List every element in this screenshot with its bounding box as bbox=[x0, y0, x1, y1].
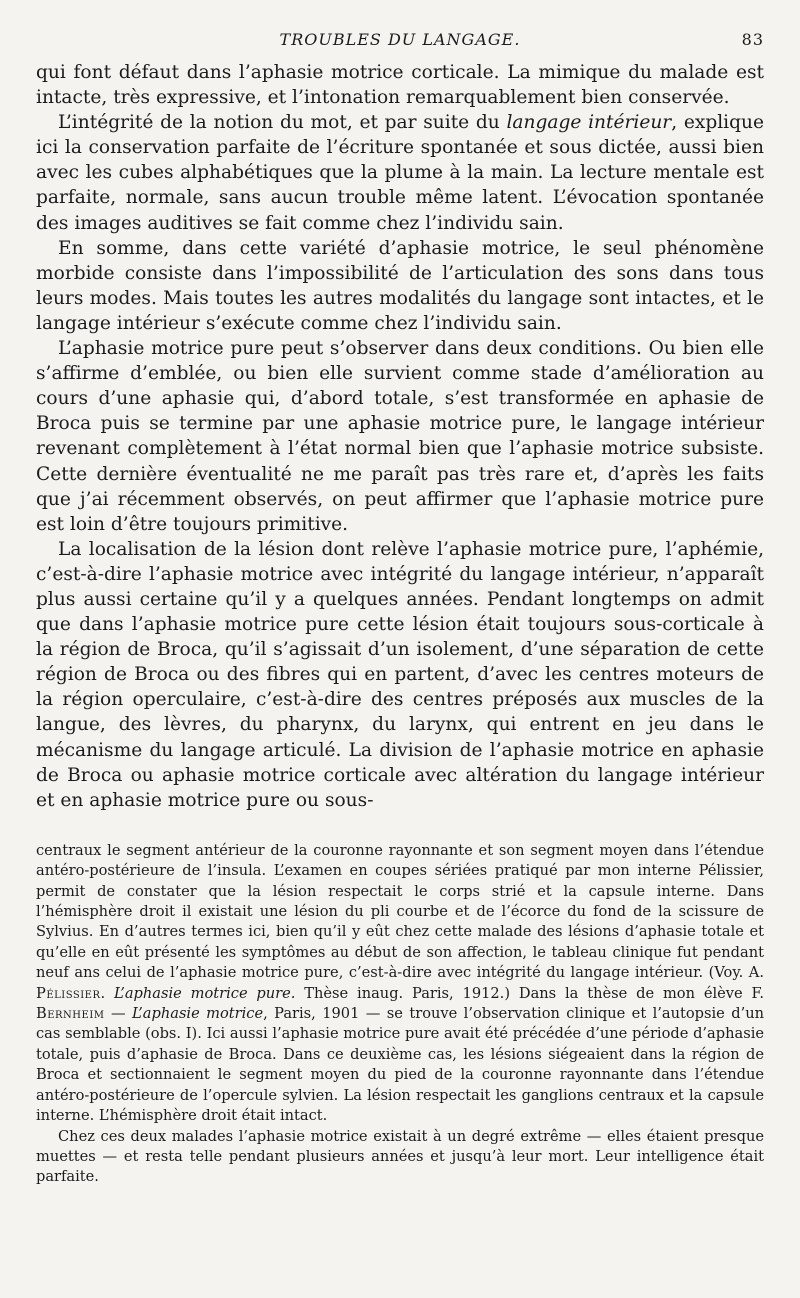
footnote-2: Chez ces deux malades l’aphasie motrice existait à un degré extrême — elles étaient presque muettes — et resta telle pendant plusieurs années et jusqu’à leur mort. Leur intelligence était parfaite. bbox=[36, 1127, 764, 1186]
paragraph-2 bbox=[36, 110, 764, 235]
footnotes bbox=[36, 841, 764, 1188]
running-head bbox=[36, 28, 764, 60]
paragraph-2-emphasis: langage intérieur bbox=[506, 112, 672, 134]
footnote-text-a: centraux le segment antérieur de la couronne rayonnante et son segment moyen dans l’étendue antéro-postérieure de l’insula. L’examen en coupes sériées pratiqué par mon interne Pélissier, permit de constater que la lésion respectait le corps strié et la capsule interne. Dans l’hémisphère droit il existait une lésion du pli courbe et de l’écorce du fond de la scissure de Sylvius. En d’autres termes ici, bien qu’il y eût chez cette malade des lésions d’aphasie totale et qu’elle en eût présenté les symptômes au début de son affection, le tableau clinique fut pendant neuf ans celui de l’aphasie motrice pure, c’est-à-dire avec intégrité du langage intérieur. (Voy. A. bbox=[36, 841, 764, 982]
footnote-text-c: Thèse inaug. Paris, 1912.) Dans la thèse de mon élève F. bbox=[295, 984, 764, 1002]
paragraph-4: L’aphasie motrice pure peut s’observer dans deux conditions. Ou bien elle s’affirme d’emblée, ou bien elle survient comme stade d’amélioration au cours d’une aphasie qui, d’abord totale, s’est transformée en aphasie de Broca puis se termine par une aphasie motrice pure, le langage intérieur revenant complètement à l’état normal bien que l’aphasie motrice subsiste. Cette dernière éventualité ne me paraît pas très rare et, d’après les faits que j’ai récemment observés, on peut affirmer que l’aphasie motrice pure est loin d’être toujours primitive. bbox=[36, 338, 764, 535]
main-text bbox=[36, 60, 764, 813]
footnote-author-1: Pélissier bbox=[36, 984, 101, 1002]
footnote-author-2: Bernheim bbox=[36, 1005, 105, 1023]
page-number: 83 bbox=[741, 30, 764, 49]
paragraph-5: La localisation de la lésion dont relève l’aphasie motrice pure, l’aphémie, c’est-à-dire l’aphasie motrice avec intégrité du langage intérieur, n’apparaît plus aussi certaine qu’il y a quelques années. Pendant longtemps on admit que dans l’aphasie motrice pure cette lésion était toujours sous-corticale à la région de Broca, qu’il s’agissait d’un isolement, d’une séparation de cette région de Broca ou des fibres qui en partent, d’avec les centres moteurs de la région operculaire, c’est-à-dire des centres préposés aux muscles de la langue, des lèvres, du pharynx, du larynx, qui entrent en jeu dans le mécanisme du langage articulé. La division de l’aphasie motrice en aphasie de Broca ou aphasie motrice corticale avec altération du langage intérieur et en aphasie motrice pure ou sous- bbox=[36, 538, 764, 811]
footnote-title-1: L’aphasie motrice pure. bbox=[114, 984, 296, 1002]
paragraph-3: En somme, dans cette variété d’aphasie motrice, le seul phénomène morbide consiste dans l’impossibilité de l’articulation des sons dans tous leurs modes. Mais toutes les autres modalités du langage sont intactes, et le langage intérieur s’exécute comme chez l’individu sain. bbox=[36, 237, 764, 334]
footnote-continued bbox=[36, 841, 764, 1127]
paragraph-2-start: L’intégrité de la notion du mot, et par suite du bbox=[58, 112, 507, 134]
footnote-text-e: , Paris, 1901 — se trouve l’observation clinique et l’autopsie d’un cas semblable (obs. I). Ici aussi l’aphasie motrice pure avait été précédée d’une période d’aphasie totale, puis d’aphasie de Broca. Dans ce deuxième cas, les lésions siégeaient dans la région de Broca et sectionnaient le segment moyen du pied de la couronne rayonnante dans l’étendue antéro-postérieure de l’opercule sylvien. La lésion respectait les ganglions centraux et la capsule interne. L’hémisphère droit était intact. bbox=[36, 1005, 765, 1125]
paragraph-2-end: , explique ici la conservation parfaite de l’écriture spontanée et sous dictée, aussi bien avec les cubes alphabétiques que la plume à la main. La lecture mentale est parfaite, normale, sans aucun trouble même latent. L’évocation spontanée des images auditives se fait comme chez l’individu sain. bbox=[36, 112, 764, 234]
footnote-title-2: L’aphasie motrice bbox=[131, 1005, 264, 1023]
footnote-text-b: . bbox=[100, 984, 115, 1002]
running-title: TROUBLES DU LANGAGE. bbox=[279, 30, 521, 49]
paragraph-1: qui font défaut dans l’aphasie motrice corticale. La mimique du malade est intacte, très expressive, et l’intonation remarquablement bien conservée. bbox=[36, 62, 764, 109]
footnote-text-d: — bbox=[104, 1005, 132, 1023]
